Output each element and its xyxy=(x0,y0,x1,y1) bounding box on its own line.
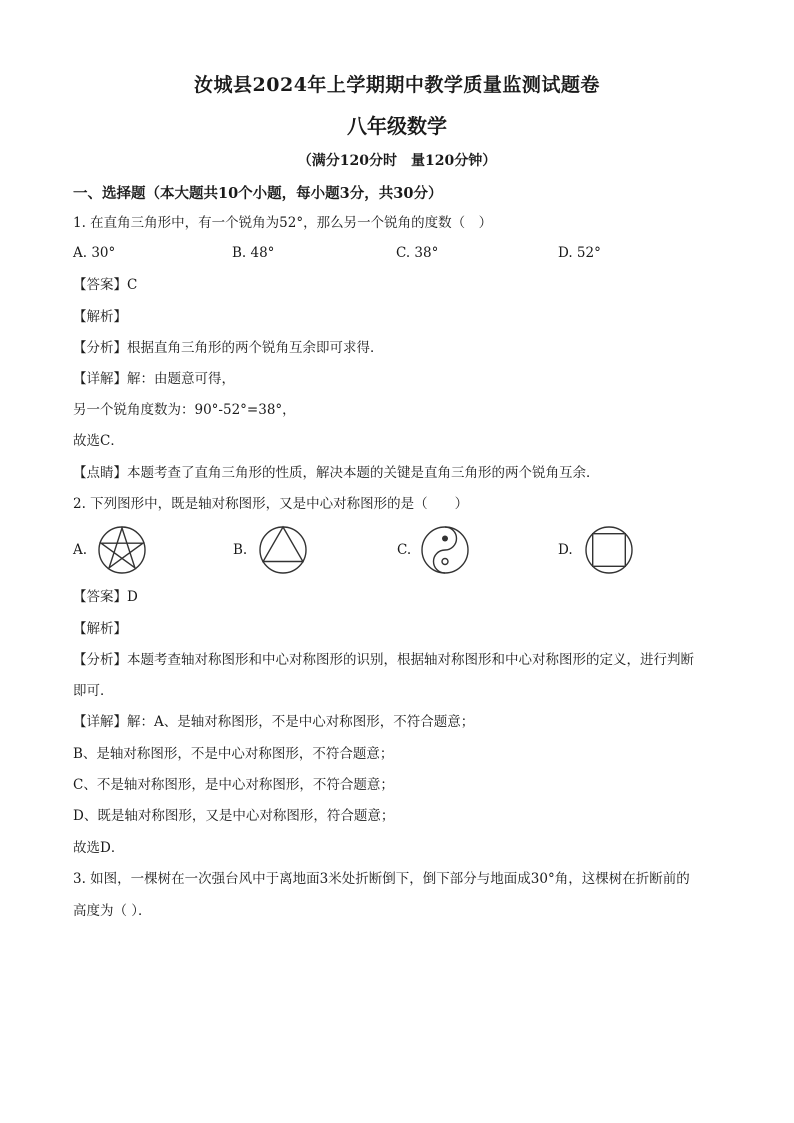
q2-detail-2: B、是轴对称图形，不是中心对称图形，不符合题意； xyxy=(73,746,394,762)
q2-option-d: D. xyxy=(558,542,573,558)
q2-detail-4: D、既是轴对称图形，又是中心对称图形，符合题意； xyxy=(73,808,395,824)
q1-detail-1: 【详解】解：由题意可得， xyxy=(73,371,235,387)
q1-stem: 1. 在直角三角形中，有一个锐角为52°，那么另一个锐角的度数（ ） xyxy=(73,215,493,231)
q2-answer: 【答案】D xyxy=(73,589,138,605)
q1-option-c: C. 38° xyxy=(396,245,439,261)
q2-stem: 2. 下列图形中，既是轴对称图形，又是中心对称图形的是（ ） xyxy=(73,496,469,512)
q1-detail-3: 故选C． xyxy=(73,433,124,449)
exam-subtitle: 八年级数学 xyxy=(347,114,447,138)
q2-option-c: C. xyxy=(397,542,412,558)
section-heading: 一、选择题（本大题共10个小题，每小题3分，共30分） xyxy=(73,185,443,202)
q1-option-b: B. 48° xyxy=(232,245,275,261)
q2-option-b: B. xyxy=(233,542,248,558)
exam-info: （满分120分时 量120分钟） xyxy=(297,153,497,169)
q2-fenxi-2: 即可． xyxy=(73,683,114,699)
q1-option-d: D. 52° xyxy=(558,245,601,261)
q3-stem-line-1: 3. 如图，一棵树在一次强台风中于离地面3米处折断倒下，倒下部分与地面成30°角，这棵树在折断前的 xyxy=(73,871,690,887)
q1-option-a: A. 30° xyxy=(73,245,116,261)
q2-detail-1: 【详解】解：A、是轴对称图形，不是中心对称图形，不符合题意； xyxy=(73,714,475,730)
q2-jiexi: 【解析】 xyxy=(73,621,127,637)
q1-detail-2: 另一个锐角度数为：90°-52°=38°， xyxy=(73,402,296,418)
q1-dianjing: 【点睛】本题考查了直角三角形的性质，解决本题的关键是直角三角形的两个锐角互余． xyxy=(73,465,600,481)
yin-yang-figure xyxy=(420,525,470,575)
q3-stem-line-2: 高度为（ ）． xyxy=(73,903,152,919)
q1-fenxi: 【分析】根据直角三角形的两个锐角互余即可求得． xyxy=(73,340,384,356)
triangle-in-circle-figure xyxy=(258,525,308,575)
q2-fenxi-1: 【分析】本题考查轴对称图形和中心对称图形的识别，根据轴对称图形和中心对称图形的定义，进行判断 xyxy=(73,652,694,668)
exam-title: 汝城县2024年上学期期中教学质量监测试题卷 xyxy=(194,74,600,96)
q1-answer: 【答案】C xyxy=(73,277,138,293)
square-in-circle-figure xyxy=(584,525,634,575)
q2-detail-5: 故选D． xyxy=(73,840,125,856)
q2-detail-3: C、不是轴对称图形，是中心对称图形，不符合题意； xyxy=(73,777,394,793)
q2-option-a: A. xyxy=(73,542,88,558)
q1-jiexi: 【解析】 xyxy=(73,309,127,325)
pentagram-in-circle-figure xyxy=(97,525,147,575)
